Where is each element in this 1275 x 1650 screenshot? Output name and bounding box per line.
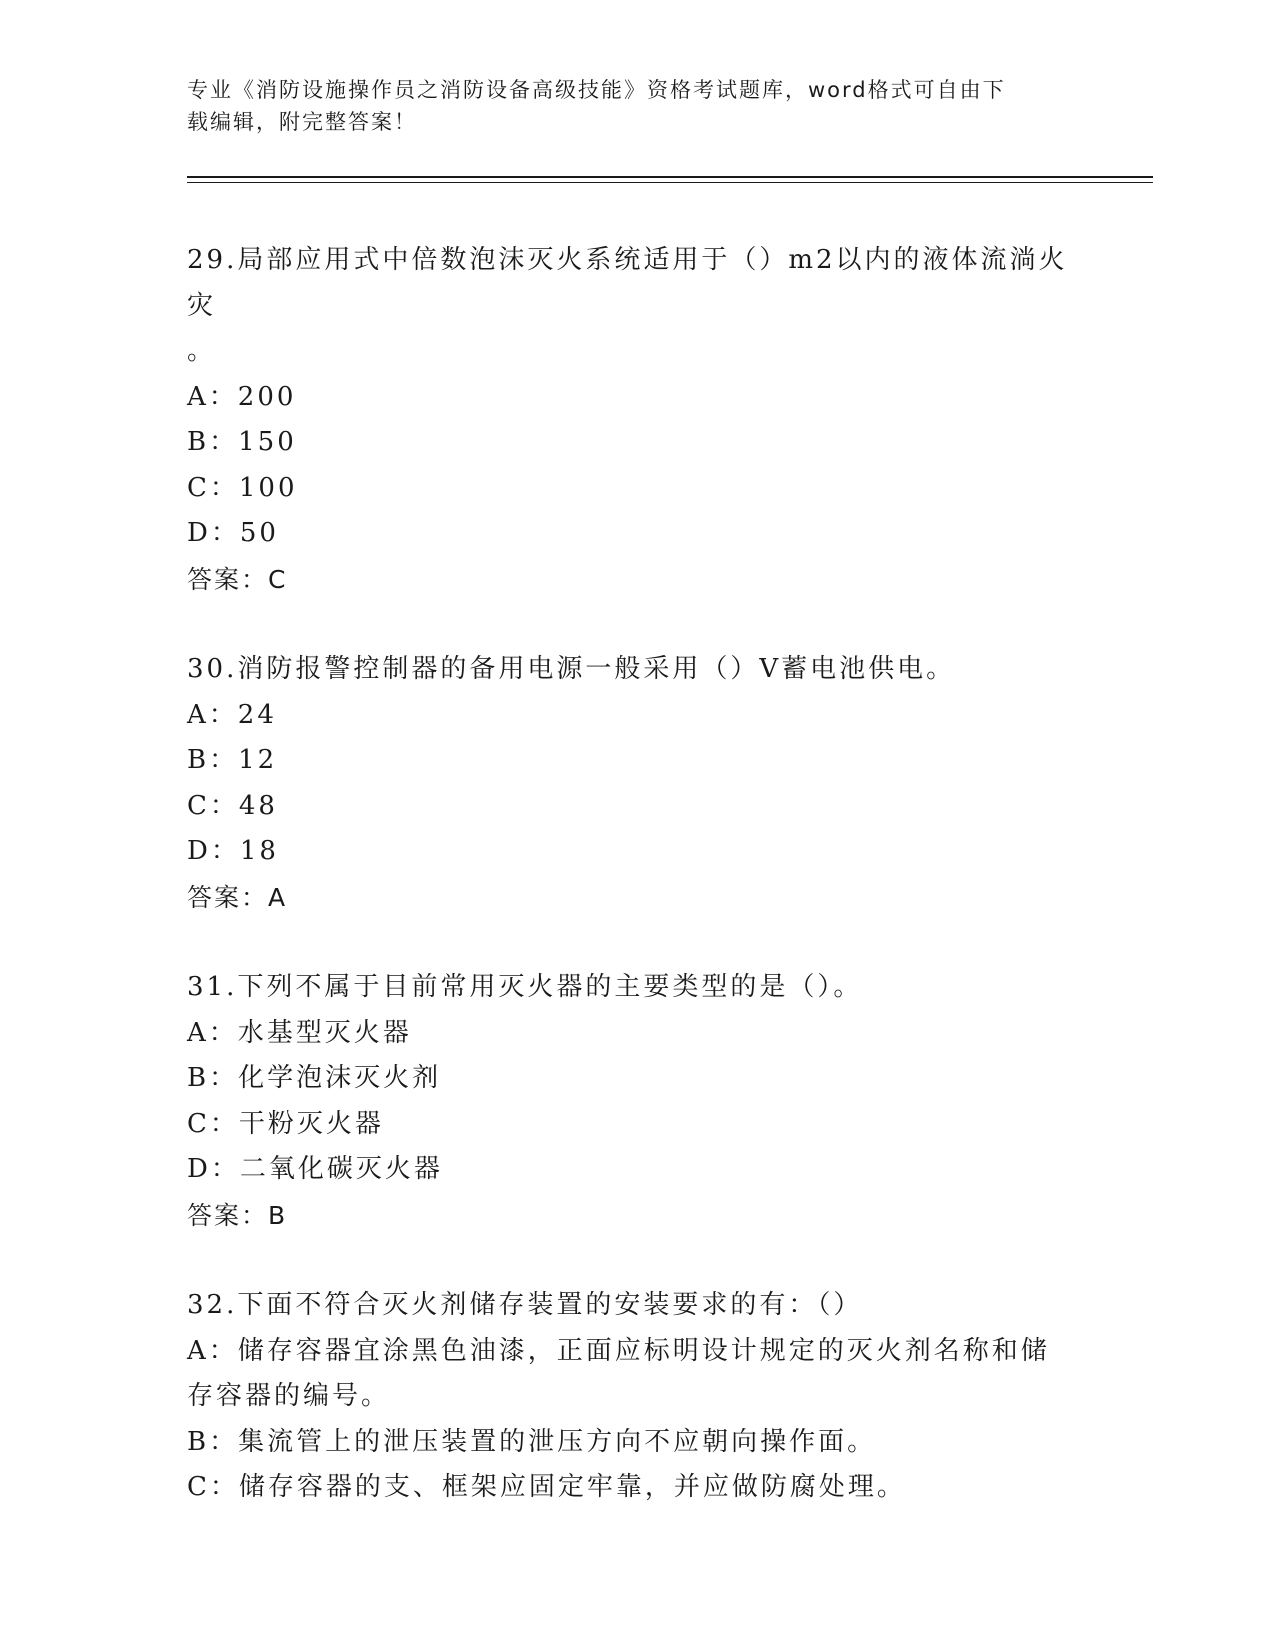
option-d: D：50 [187,518,279,548]
question-30 [187,647,1087,920]
question-31 [187,965,1087,1238]
header-line-2: 载编辑，附完整答案！ [187,110,417,134]
question-text: 32.下面不符合灭火剂储存装置的安装要求的有：（） [187,1290,863,1320]
option-c: C：100 [187,472,298,503]
question-text: 30.消防报警控制器的备用电源一般采用（）V蓄电池供电。 [187,654,956,684]
option-b: B：12 [187,745,278,775]
option-a: A：储存容器宜涂黑色油漆，正面应标明设计规定的灭火剂名称和储存容器的编号。 [187,1335,1050,1411]
option-c: C：储存容器的支、框架应固定牢靠，并应做防腐处理。 [187,1472,906,1502]
answer: 答案：B [187,1200,288,1230]
option-a: A：24 [187,699,277,730]
question-text: 29.局部应用式中倍数泡沫灭火系统适用于（）m2以内的液体流淌火灾 [187,245,1068,321]
header-line-1: 专业《消防设施操作员之消防设备高级技能》资格考试题库，word格式可自由下 [187,78,1006,102]
question-list [187,238,1087,1556]
option-c: C：48 [187,790,278,821]
option-a: A：200 [187,381,297,412]
answer: 答案：A [187,882,288,912]
answer: 答案：C [187,564,288,594]
header-divider-thick [187,176,1153,178]
option-a: A：水基型灭火器 [187,1017,412,1048]
question-text-continued: 。 [187,336,217,366]
header-divider-thin [187,182,1153,183]
question-32 [187,1283,1087,1511]
option-d: D：18 [187,836,279,866]
document-header [187,74,1067,138]
question-29 [187,238,1087,602]
option-b: B：化学泡沫灭火剂 [187,1063,442,1093]
question-text: 31.下列不属于目前常用灭火器的主要类型的是（）。 [187,972,863,1002]
option-d: D：二氧化碳灭火器 [187,1154,443,1184]
option-b: B：150 [187,427,297,457]
option-b: B：集流管上的泄压装置的泄压方向不应朝向操作面。 [187,1426,877,1457]
option-c: C：干粉灭火器 [187,1108,384,1139]
